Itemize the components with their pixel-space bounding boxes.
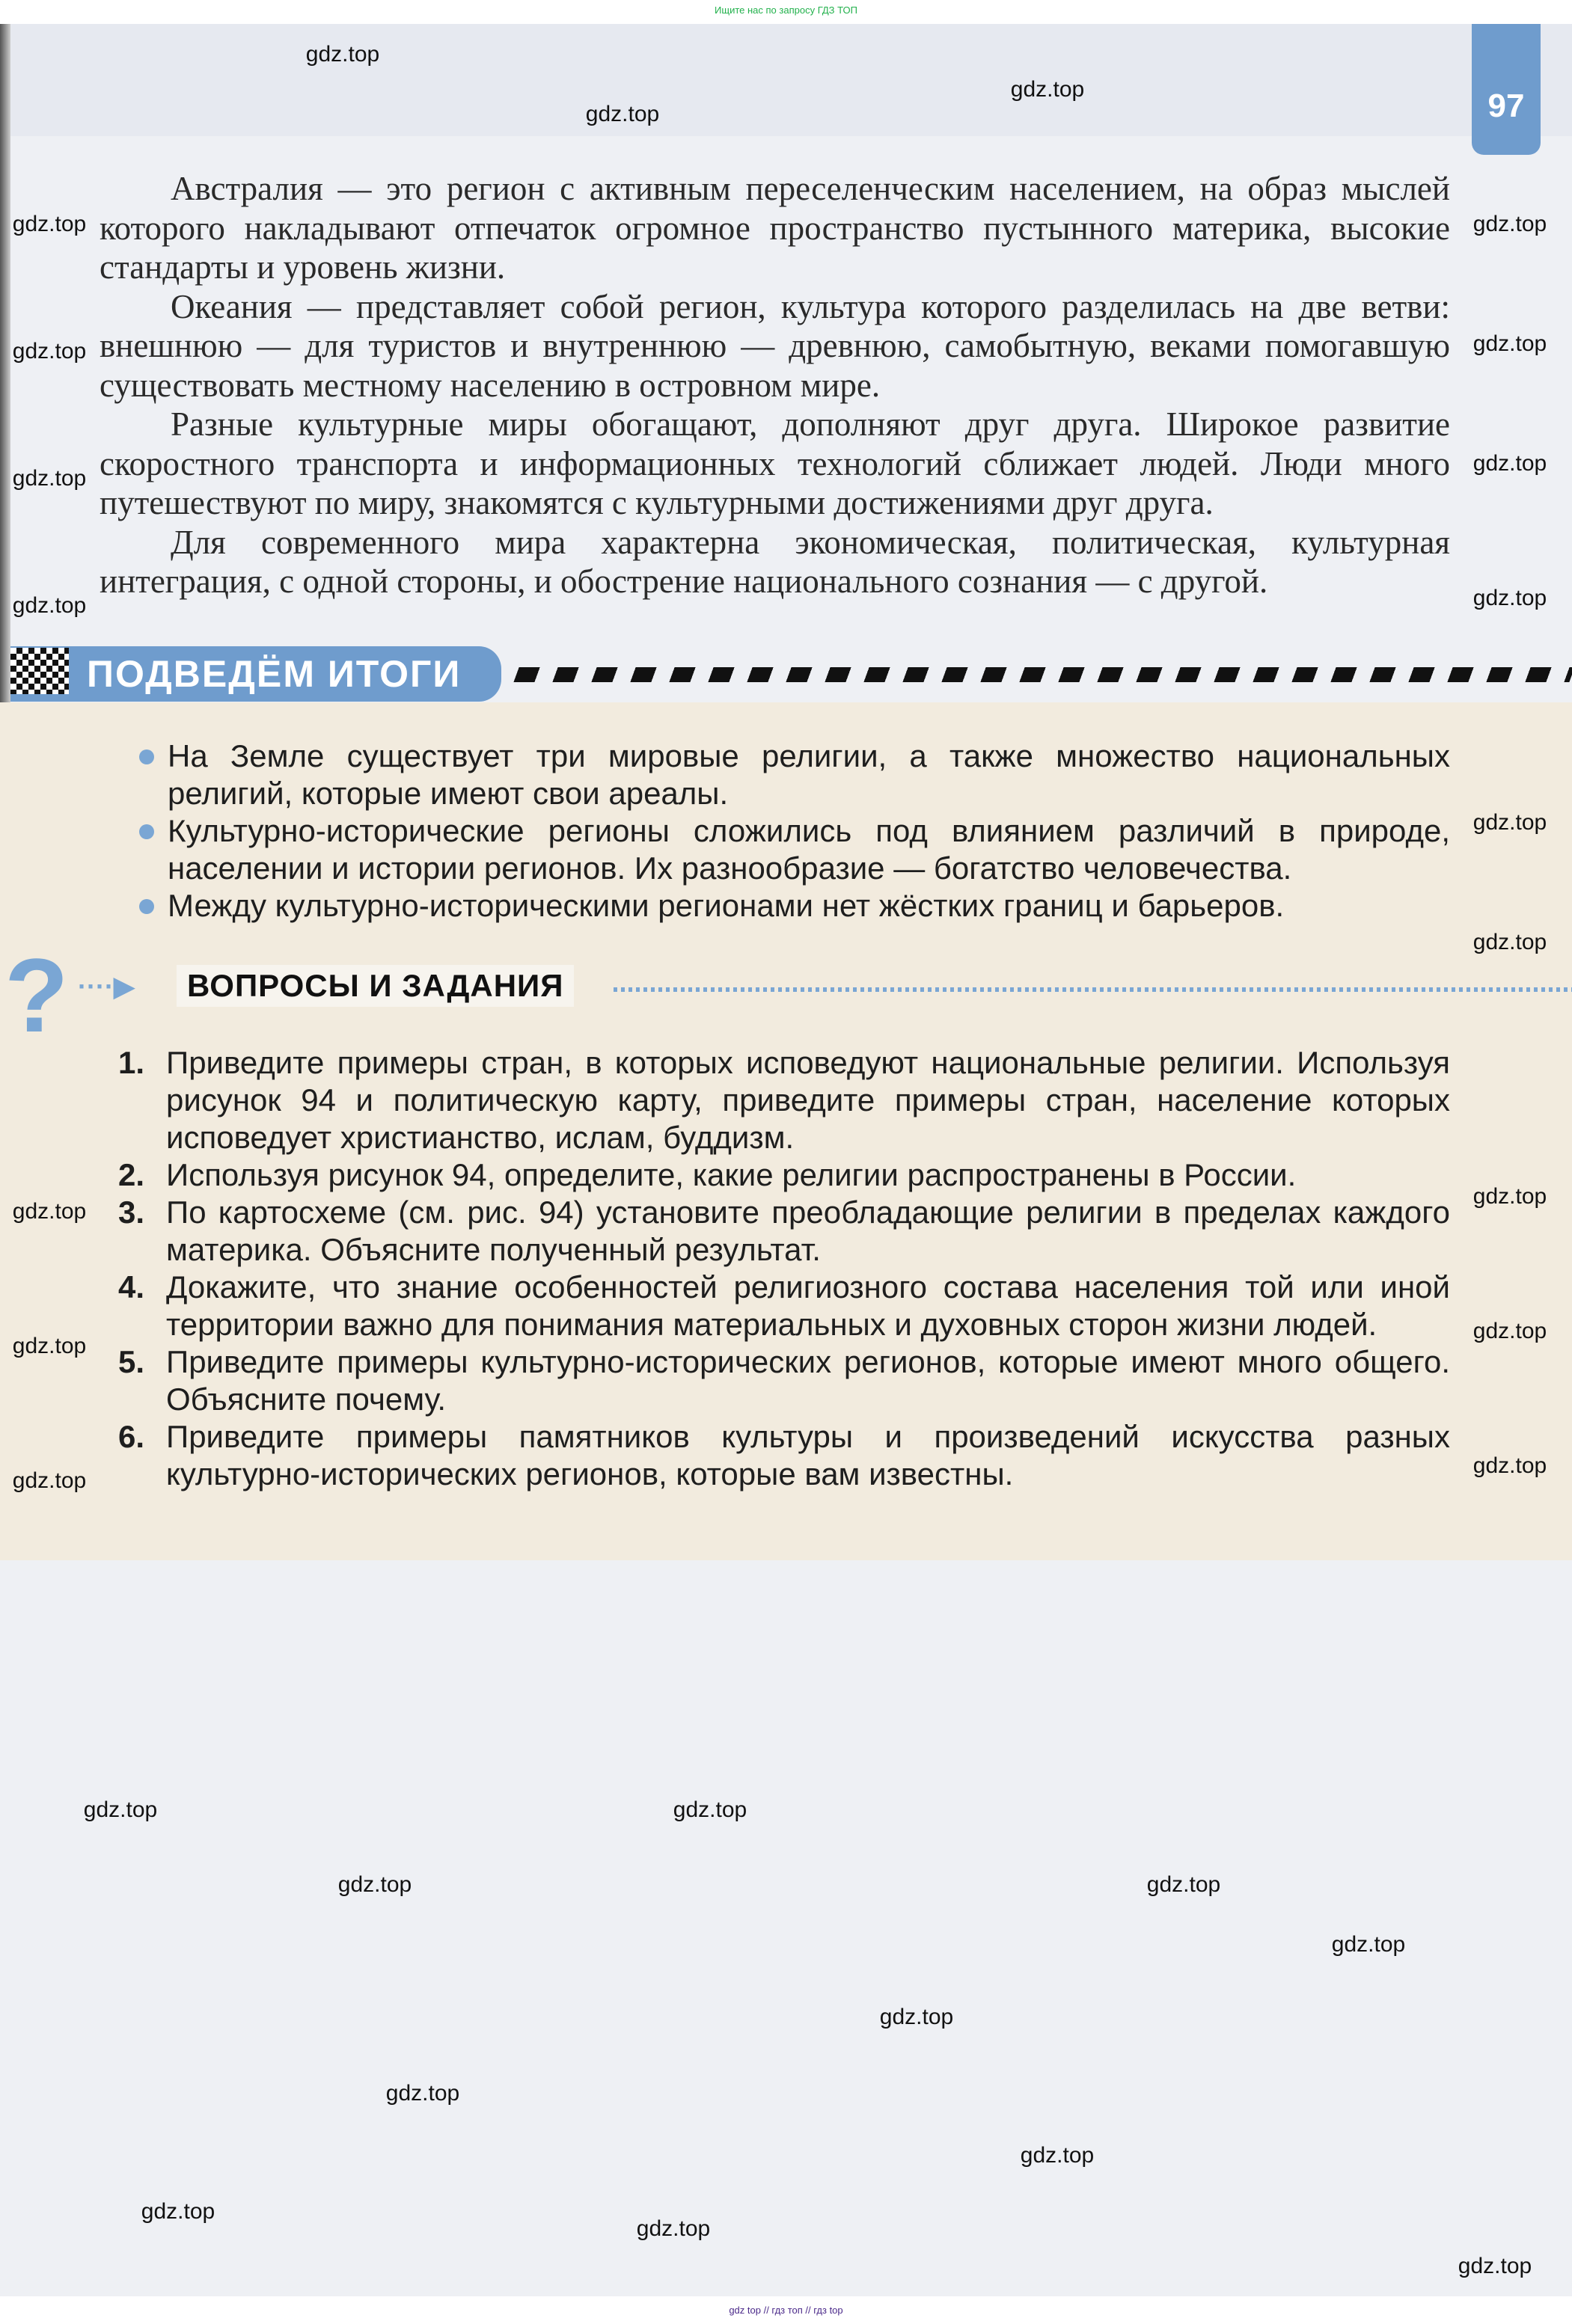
watermark: gdz.top — [141, 2199, 215, 2224]
question-item — [118, 1269, 1450, 1343]
watermark: gdz.top — [1010, 77, 1085, 102]
summary-item-text: Культурно-исторические регионы сложились под влиянием различий в природе, населении и истории регионов. Их разнообразие — богатство человечества. — [168, 812, 1450, 886]
dashed-divider — [513, 667, 1572, 682]
question-item — [118, 1156, 1450, 1194]
question-text: Приведите примеры памятников культуры и произведений искусства разных культурно-исторических регионов, которые вам известны. — [166, 1418, 1450, 1491]
question-text: Используя рисунок 94, определите, какие религии распространены в России. — [166, 1156, 1297, 1192]
question-mark-icon: ? — [4, 936, 69, 1054]
question-text: Докажите, что знание особенностей религиозного состава населения той или иной территории важно для понимания материальных и духовных сторон жизни людей. — [166, 1269, 1450, 1342]
watermark: gdz.top — [12, 212, 87, 236]
question-number: 4. — [118, 1269, 145, 1304]
paragraph: Разные культурные миры обогащают, дополняют друг друга. Широкое развитие скоростного транспорта и информационных технологий сближает людей. Люди много путешествуют по миру, знакомятся с культурными достижениями друг друга. — [100, 405, 1450, 521]
watermark: gdz.top — [636, 2216, 711, 2241]
summary-heading-banner — [10, 646, 501, 702]
watermark: gdz.top — [385, 2081, 460, 2106]
bullet-icon — [139, 899, 154, 914]
question-item — [118, 1194, 1450, 1269]
page-number-tab — [1472, 24, 1541, 155]
paragraph: Океания — представляет собой регион, культура которого разделилась на две ветви: внешнюю — для туристов и внутреннюю — древнюю, самобытную, веками помогавшую существовать местному населению в островном мире. — [100, 287, 1450, 404]
summary-item — [168, 738, 1450, 812]
summary-list — [168, 738, 1450, 925]
page-content — [0, 169, 1572, 1560]
watermark: gdz.top — [1472, 451, 1547, 476]
summary-title: ПОДВЕДЁМ ИТОГИ — [87, 652, 462, 695]
footer-text: gdz top // гдз топ // гдз top — [729, 2305, 843, 2316]
watermark: gdz.top — [12, 466, 87, 491]
summary-item — [168, 812, 1450, 887]
watermark: gdz.top — [12, 1334, 87, 1358]
watermark: gdz.top — [1472, 810, 1547, 835]
watermark: gdz.top — [585, 102, 660, 126]
watermark: gdz.top — [673, 1797, 747, 1822]
watermark: gdz.top — [12, 1199, 87, 1224]
checkered-flag-icon — [10, 648, 69, 694]
watermark: gdz.top — [83, 1797, 158, 1822]
question-number: 6. — [118, 1418, 145, 1454]
watermark: gdz.top — [12, 1468, 87, 1493]
question-item — [118, 1418, 1450, 1493]
watermark: gdz.top — [1331, 1932, 1406, 1957]
watermark: gdz.top — [1472, 1184, 1547, 1209]
question-item — [118, 1343, 1450, 1418]
dotted-arrow-icon: ····▶ — [78, 970, 135, 1002]
question-number: 1. — [118, 1044, 145, 1080]
question-item — [118, 1044, 1450, 1156]
watermark: gdz.top — [337, 1872, 412, 1897]
footer — [0, 2296, 1572, 2324]
watermark: gdz.top — [12, 593, 87, 618]
watermark: gdz.top — [12, 339, 87, 364]
watermark: gdz.top — [305, 42, 380, 67]
bullet-icon — [139, 824, 154, 839]
page-number: 97 — [1487, 88, 1525, 124]
paragraph: Для современного мира характерна экономическая, политическая, культурная интеграция, с одной стороны, и обострение национального сознания — с другой. — [100, 523, 1450, 600]
questions-title: ВОПРОСЫ И ЗАДАНИЯ — [177, 965, 574, 1007]
paragraph: Австралия — это регион с активным переселенческим населением, на образ мыслей которого накладывают отпечаток огромное пространство пустынного материка, высокие стандарты и уровень жизни. — [100, 170, 1450, 286]
watermark: gdz.top — [1472, 331, 1547, 356]
watermark: gdz.top — [1020, 2143, 1095, 2168]
question-text: Приведите примеры культурно-исторических регионов, которые имеют много общего. Объясните почему. — [166, 1343, 1450, 1417]
watermark: gdz.top — [879, 2005, 954, 2029]
question-text: Приведите примеры стран, в которых исповедуют национальные религии. Используя рисунок 94 и политическую карту, приведите примеры стран, население которых исповедует христианство, ислам, буддизм. — [166, 1044, 1450, 1155]
question-text: По картосхеме (см. рис. 94) установите преобладающие религии в пределах каждого материка. Объясните полученный результат. — [166, 1194, 1450, 1267]
watermark: gdz.top — [1458, 2254, 1532, 2278]
summary-item — [168, 887, 1450, 925]
top-banner — [0, 0, 1572, 24]
question-number: 3. — [118, 1194, 145, 1230]
body-text — [100, 169, 1450, 601]
page-header-band — [0, 24, 1572, 136]
summary-item-text: На Земле существует три мировые религии, а также множество национальных религий, которые имеют свои ареалы. — [168, 738, 1450, 811]
questions-list — [118, 1044, 1450, 1493]
top-banner-text: Ищите нас по запросу ГДЗ ТОП — [715, 4, 857, 16]
question-number: 2. — [118, 1156, 145, 1192]
watermark: gdz.top — [1472, 212, 1547, 236]
watermark: gdz.top — [1472, 586, 1547, 610]
watermark: gdz.top — [1472, 930, 1547, 954]
watermark: gdz.top — [1472, 1319, 1547, 1343]
dotted-divider — [614, 987, 1572, 992]
question-number: 5. — [118, 1343, 145, 1379]
watermark: gdz.top — [1472, 1453, 1547, 1478]
bullet-icon — [139, 749, 154, 764]
summary-item-text: Между культурно-историческими регионами нет жёстких границ и барьеров. — [168, 887, 1285, 923]
summary-heading-row — [0, 646, 1572, 702]
watermark: gdz.top — [1146, 1872, 1221, 1897]
summary-section — [0, 702, 1572, 1560]
